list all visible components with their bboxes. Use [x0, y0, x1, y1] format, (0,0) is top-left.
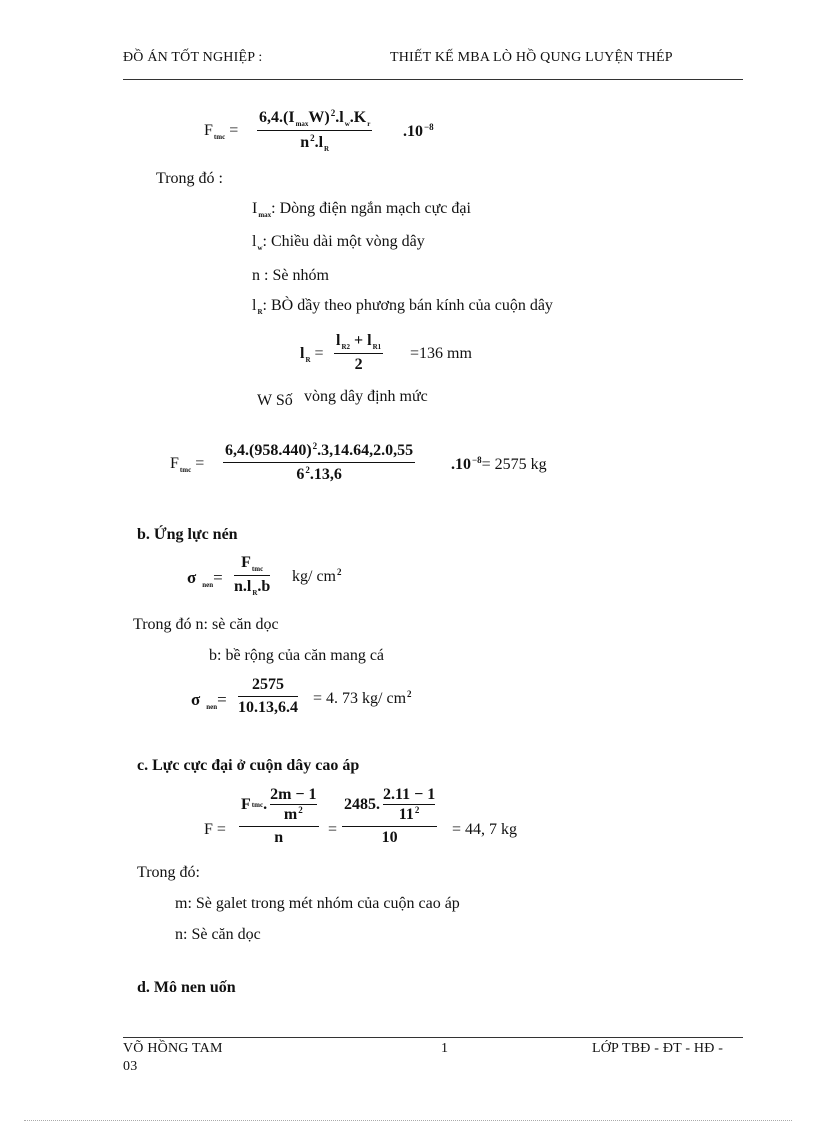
where-line-b2: b: bề rộng của căn mang cá	[209, 647, 385, 664]
calc-ftmc-fraction	[223, 441, 415, 484]
sigma-nen-denominator: $n.l_R.b$	[234, 578, 271, 597]
force-lhs: F =	[204, 821, 226, 838]
calc-ftmc-tail: $.10^{-8}= 2575$ kg	[451, 455, 547, 473]
formula-ftmc-lhs: $F_{tmc}$ =	[204, 122, 239, 141]
footer-right: LỚP TBĐ - ĐT - HĐ -	[592, 1041, 724, 1056]
force-right-numerator: 2485. 2.11 − 1 $11^2$	[344, 786, 436, 823]
def-lr: $l_R$: BÒ dầy theo phương bán kính của cuộn dây	[252, 297, 553, 316]
sigma-nen-unit: kg/ $cm^2$	[292, 567, 342, 585]
formula-lr-fraction	[334, 332, 383, 374]
def-n-c: n: Sè căn dọc	[175, 926, 261, 943]
header-rule	[123, 79, 743, 80]
footer-left: VÕ HỒNG TAM	[123, 1041, 223, 1056]
sigma-nen-fraction	[234, 554, 270, 597]
heading-section-c: c. Lực cực đại ở cuộn dây cao áp	[137, 757, 360, 774]
force-right-fraction	[342, 786, 437, 847]
force-left-numerator: F tmc . 2m − 1 $m^2$	[241, 786, 317, 823]
formula-ftmc-fraction	[257, 108, 372, 153]
page-edge-divider	[24, 1120, 792, 1121]
heading-section-b: b. Ứng lực nén	[137, 526, 238, 543]
sigma-nen-lhs: σ $_{nen}$=	[187, 568, 223, 589]
formula-lr-numerator: $l_{R2} + l_{R1}$	[336, 332, 382, 351]
def-w-symbol: W Số	[257, 392, 293, 409]
def-w-text: vòng dây định mức	[304, 388, 428, 405]
force-mid-equals: =	[328, 821, 338, 838]
footer-rule	[123, 1037, 743, 1038]
sigma-nen-calc-lhs: σ $_{nen}$=	[191, 690, 227, 711]
force-result: = 44, 7 kg	[452, 821, 518, 838]
calc-ftmc-numerator: $6,4.(958.440)^2.3,14.64,2.0,55$	[225, 441, 414, 459]
force-left-denominator: n	[274, 829, 284, 846]
header-left: ĐỒ ÁN TỐT NGHIỆP :	[123, 50, 263, 65]
where-label-a: Trong đó :	[156, 170, 223, 187]
sigma-nen-calc-denominator: 10.13,6.4	[238, 699, 298, 716]
def-m: m: Sè galet trong mét nhóm của cuộn cao áp	[175, 895, 460, 912]
sigma-nen-calc-fraction	[238, 676, 298, 717]
where-line-b1: Trong đó n: sè căn dọc	[133, 616, 279, 633]
formula-ftmc-denominator: $n^2.l_R$	[300, 133, 330, 153]
page-number: 1	[441, 1041, 449, 1056]
sigma-nen-calc-numerator: 2575	[252, 676, 284, 693]
heading-section-d: d. Mô nen uốn	[137, 979, 236, 996]
sigma-nen-calc-result: = 4. 73 kg/ $cm^2$	[313, 689, 412, 707]
formula-lr-denominator: 2	[354, 356, 363, 373]
def-lw: $l_w$: Chiều dài một vòng dây	[252, 233, 425, 252]
footer-left-line2: 03	[123, 1059, 138, 1074]
formula-ftmc-tail: $.10^{-8}$	[403, 122, 434, 140]
formula-ftmc-numerator: $6,4.(I_{max}W)^2.l_w.K_r$	[259, 108, 371, 128]
def-imax: $I_{max}$: Dòng điện ngắn mạch cực đại	[252, 200, 471, 219]
force-left-inner-fraction: 2m − 1 $m^2$	[270, 786, 317, 823]
where-label-c: Trong đó:	[137, 864, 200, 881]
def-n: n : Sè nhóm	[252, 267, 329, 284]
formula-lr-lhs: $l_R$ =	[300, 345, 324, 364]
force-right-inner-fraction: 2.11 − 1 $11^2$	[383, 786, 436, 823]
calc-ftmc-lhs: $F_{tmc}$ =	[170, 455, 205, 474]
formula-lr-result: =136 mm	[410, 345, 472, 362]
force-left-fraction	[239, 786, 319, 847]
force-right-denominator: 10	[381, 829, 398, 846]
sigma-nen-numerator: $F_{tmc}$	[241, 554, 264, 573]
calc-ftmc-denominator: $6^2.13,6$	[296, 465, 342, 483]
header-right: THIẾT KẾ MBA LÒ HỒ QUNG LUYỆN THÉP	[390, 50, 673, 65]
